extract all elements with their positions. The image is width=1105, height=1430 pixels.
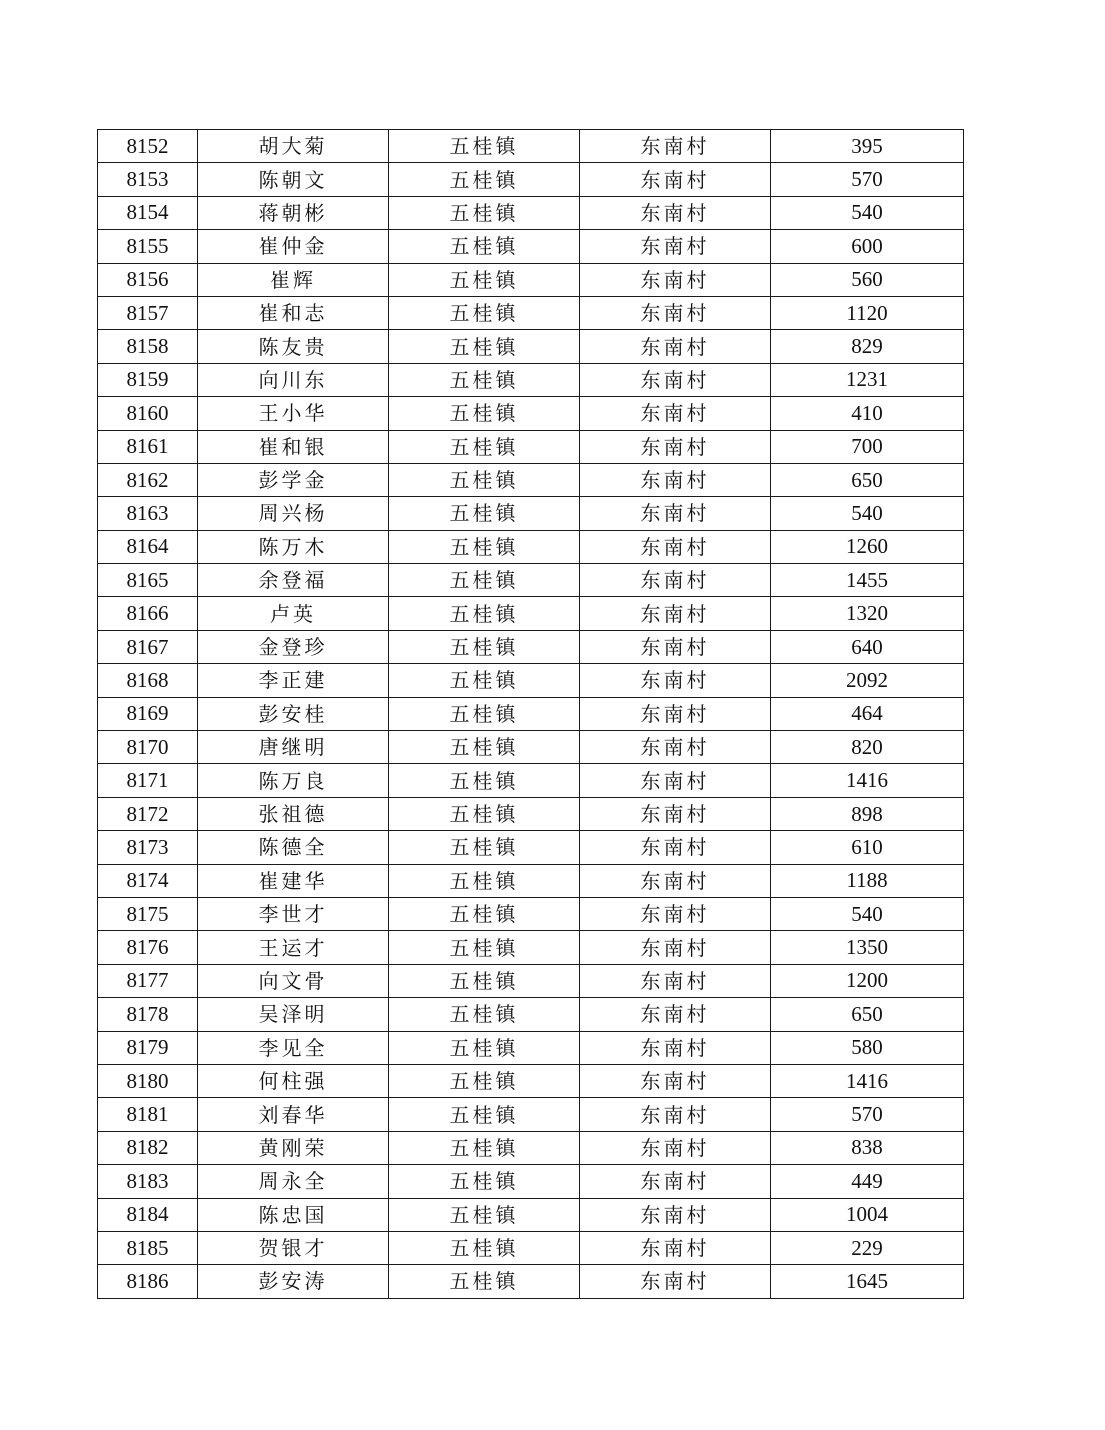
cell-id: 8175: [98, 897, 198, 930]
cell-village: 东南村: [580, 163, 771, 196]
cell-town: 五桂镇: [389, 731, 580, 764]
cell-name: 彭安涛: [198, 1265, 389, 1298]
table-row: [98, 130, 964, 163]
cell-town: 五桂镇: [389, 1165, 580, 1198]
cell-town: 五桂镇: [389, 296, 580, 329]
cell-town: 五桂镇: [389, 1098, 580, 1131]
cell-amount: 640: [771, 630, 964, 663]
cell-id: 8169: [98, 697, 198, 730]
cell-amount: 580: [771, 1031, 964, 1064]
cell-town: 五桂镇: [389, 764, 580, 797]
cell-village: 东南村: [580, 130, 771, 163]
cell-village: 东南村: [580, 263, 771, 296]
cell-amount: 570: [771, 1098, 964, 1131]
cell-amount: 1231: [771, 363, 964, 396]
cell-amount: 1350: [771, 931, 964, 964]
cell-id: 8180: [98, 1064, 198, 1097]
cell-name: 卢英: [198, 597, 389, 630]
cell-amount: 650: [771, 463, 964, 496]
table-row: [98, 397, 964, 430]
cell-name: 向川东: [198, 363, 389, 396]
cell-id: 8165: [98, 564, 198, 597]
cell-town: 五桂镇: [389, 397, 580, 430]
cell-name: 陈万木: [198, 530, 389, 563]
cell-name: 崔和银: [198, 430, 389, 463]
cell-name: 崔建华: [198, 864, 389, 897]
cell-amount: 650: [771, 998, 964, 1031]
cell-id: 8161: [98, 430, 198, 463]
cell-amount: 820: [771, 731, 964, 764]
cell-name: 余登福: [198, 564, 389, 597]
cell-name: 周永全: [198, 1165, 389, 1198]
table-row: [98, 564, 964, 597]
cell-town: 五桂镇: [389, 630, 580, 663]
cell-name: 陈德全: [198, 831, 389, 864]
cell-name: 胡大菊: [198, 130, 389, 163]
cell-town: 五桂镇: [389, 1131, 580, 1164]
cell-name: 彭安桂: [198, 697, 389, 730]
cell-id: 8155: [98, 230, 198, 263]
cell-id: 8159: [98, 363, 198, 396]
table-row: [98, 964, 964, 997]
cell-village: 东南村: [580, 1064, 771, 1097]
cell-amount: 1645: [771, 1265, 964, 1298]
cell-town: 五桂镇: [389, 697, 580, 730]
cell-town: 五桂镇: [389, 1198, 580, 1231]
cell-name: 蒋朝彬: [198, 196, 389, 229]
cell-id: 8172: [98, 797, 198, 830]
cell-village: 东南村: [580, 1031, 771, 1064]
cell-amount: 229: [771, 1231, 964, 1264]
cell-town: 五桂镇: [389, 230, 580, 263]
cell-name: 王小华: [198, 397, 389, 430]
cell-amount: 1455: [771, 564, 964, 597]
table-row: [98, 664, 964, 697]
cell-id: 8185: [98, 1231, 198, 1264]
cell-village: 东南村: [580, 897, 771, 930]
cell-id: 8173: [98, 831, 198, 864]
cell-village: 东南村: [580, 831, 771, 864]
cell-village: 东南村: [580, 864, 771, 897]
cell-id: 8178: [98, 998, 198, 1031]
cell-id: 8174: [98, 864, 198, 897]
cell-town: 五桂镇: [389, 1031, 580, 1064]
cell-town: 五桂镇: [389, 664, 580, 697]
cell-amount: 1260: [771, 530, 964, 563]
cell-village: 东南村: [580, 630, 771, 663]
table-row: [98, 1098, 964, 1131]
cell-town: 五桂镇: [389, 1231, 580, 1264]
cell-id: 8156: [98, 263, 198, 296]
cell-town: 五桂镇: [389, 330, 580, 363]
cell-town: 五桂镇: [389, 263, 580, 296]
cell-amount: 838: [771, 1131, 964, 1164]
table-row: [98, 931, 964, 964]
cell-amount: 829: [771, 330, 964, 363]
cell-id: 8181: [98, 1098, 198, 1131]
cell-name: 陈忠国: [198, 1198, 389, 1231]
cell-id: 8162: [98, 463, 198, 496]
table-row: [98, 163, 964, 196]
cell-id: 8163: [98, 497, 198, 530]
cell-amount: 600: [771, 230, 964, 263]
table-row: [98, 363, 964, 396]
cell-id: 8183: [98, 1165, 198, 1198]
cell-amount: 464: [771, 697, 964, 730]
table-row: [98, 1064, 964, 1097]
cell-amount: 1120: [771, 296, 964, 329]
cell-amount: 449: [771, 1165, 964, 1198]
cell-town: 五桂镇: [389, 998, 580, 1031]
table-row: [98, 1265, 964, 1298]
cell-id: 8167: [98, 630, 198, 663]
cell-id: 8157: [98, 296, 198, 329]
cell-id: 8170: [98, 731, 198, 764]
cell-village: 东南村: [580, 564, 771, 597]
cell-id: 8153: [98, 163, 198, 196]
table-body: [98, 130, 964, 1299]
cell-village: 东南村: [580, 530, 771, 563]
cell-id: 8176: [98, 931, 198, 964]
cell-amount: 1188: [771, 864, 964, 897]
cell-village: 东南村: [580, 1198, 771, 1231]
cell-name: 陈朝文: [198, 163, 389, 196]
cell-amount: 540: [771, 497, 964, 530]
cell-village: 东南村: [580, 998, 771, 1031]
cell-id: 8166: [98, 597, 198, 630]
table-row: [98, 330, 964, 363]
cell-amount: 1200: [771, 964, 964, 997]
cell-town: 五桂镇: [389, 797, 580, 830]
table-row: [98, 764, 964, 797]
cell-name: 崔和志: [198, 296, 389, 329]
cell-town: 五桂镇: [389, 530, 580, 563]
cell-amount: 700: [771, 430, 964, 463]
cell-amount: 1320: [771, 597, 964, 630]
cell-village: 东南村: [580, 664, 771, 697]
cell-name: 刘春华: [198, 1098, 389, 1131]
cell-village: 东南村: [580, 196, 771, 229]
cell-amount: 570: [771, 163, 964, 196]
table-row: [98, 864, 964, 897]
cell-town: 五桂镇: [389, 430, 580, 463]
cell-village: 东南村: [580, 430, 771, 463]
cell-village: 东南村: [580, 764, 771, 797]
cell-id: 8179: [98, 1031, 198, 1064]
cell-name: 唐继明: [198, 731, 389, 764]
table-row: [98, 230, 964, 263]
cell-name: 李世才: [198, 897, 389, 930]
table-row: [98, 263, 964, 296]
table-row: [98, 296, 964, 329]
table-row: [98, 831, 964, 864]
cell-id: 8154: [98, 196, 198, 229]
table-row: [98, 497, 964, 530]
cell-id: 8182: [98, 1131, 198, 1164]
cell-name: 王运才: [198, 931, 389, 964]
cell-id: 8152: [98, 130, 198, 163]
cell-amount: 560: [771, 263, 964, 296]
cell-town: 五桂镇: [389, 831, 580, 864]
cell-id: 8177: [98, 964, 198, 997]
cell-village: 东南村: [580, 1265, 771, 1298]
cell-name: 向文骨: [198, 964, 389, 997]
cell-id: 8171: [98, 764, 198, 797]
table-row: [98, 597, 964, 630]
table-row: [98, 630, 964, 663]
cell-amount: 2092: [771, 664, 964, 697]
cell-town: 五桂镇: [389, 130, 580, 163]
table-row: [98, 897, 964, 930]
cell-village: 东南村: [580, 931, 771, 964]
cell-town: 五桂镇: [389, 864, 580, 897]
cell-town: 五桂镇: [389, 1064, 580, 1097]
cell-name: 黄刚荣: [198, 1131, 389, 1164]
cell-town: 五桂镇: [389, 964, 580, 997]
cell-amount: 1416: [771, 764, 964, 797]
cell-name: 彭学金: [198, 463, 389, 496]
cell-id: 8168: [98, 664, 198, 697]
cell-name: 张祖德: [198, 797, 389, 830]
cell-village: 东南村: [580, 597, 771, 630]
cell-amount: 410: [771, 397, 964, 430]
cell-name: 贺银才: [198, 1231, 389, 1264]
cell-id: 8184: [98, 1198, 198, 1231]
cell-village: 东南村: [580, 731, 771, 764]
table-row: [98, 697, 964, 730]
cell-town: 五桂镇: [389, 931, 580, 964]
cell-name: 崔辉: [198, 263, 389, 296]
cell-village: 东南村: [580, 296, 771, 329]
cell-amount: 540: [771, 897, 964, 930]
table-row: [98, 463, 964, 496]
table-row: [98, 1231, 964, 1264]
cell-name: 吴泽明: [198, 998, 389, 1031]
cell-amount: 1004: [771, 1198, 964, 1231]
cell-name: 金登珍: [198, 630, 389, 663]
table-row: [98, 797, 964, 830]
cell-village: 东南村: [580, 1165, 771, 1198]
cell-town: 五桂镇: [389, 163, 580, 196]
cell-village: 东南村: [580, 964, 771, 997]
cell-id: 8164: [98, 530, 198, 563]
cell-town: 五桂镇: [389, 497, 580, 530]
cell-name: 陈万良: [198, 764, 389, 797]
cell-name: 崔仲金: [198, 230, 389, 263]
cell-town: 五桂镇: [389, 1265, 580, 1298]
cell-village: 东南村: [580, 1098, 771, 1131]
table-row: [98, 1131, 964, 1164]
table-row: [98, 1198, 964, 1231]
cell-name: 何柱强: [198, 1064, 389, 1097]
table-row: [98, 1031, 964, 1064]
cell-town: 五桂镇: [389, 196, 580, 229]
table-row: [98, 530, 964, 563]
table-row: [98, 998, 964, 1031]
cell-village: 东南村: [580, 363, 771, 396]
cell-amount: 540: [771, 196, 964, 229]
table-row: [98, 430, 964, 463]
cell-id: 8186: [98, 1265, 198, 1298]
cell-village: 东南村: [580, 497, 771, 530]
cell-amount: 610: [771, 831, 964, 864]
table-row: [98, 1165, 964, 1198]
cell-town: 五桂镇: [389, 897, 580, 930]
data-table: [97, 129, 964, 1299]
cell-village: 东南村: [580, 330, 771, 363]
cell-village: 东南村: [580, 230, 771, 263]
cell-village: 东南村: [580, 1231, 771, 1264]
cell-amount: 898: [771, 797, 964, 830]
cell-name: 陈友贵: [198, 330, 389, 363]
cell-name: 周兴杨: [198, 497, 389, 530]
cell-town: 五桂镇: [389, 597, 580, 630]
cell-village: 东南村: [580, 697, 771, 730]
cell-village: 东南村: [580, 397, 771, 430]
cell-village: 东南村: [580, 463, 771, 496]
table-row: [98, 731, 964, 764]
cell-id: 8160: [98, 397, 198, 430]
cell-town: 五桂镇: [389, 564, 580, 597]
cell-town: 五桂镇: [389, 463, 580, 496]
cell-id: 8158: [98, 330, 198, 363]
cell-town: 五桂镇: [389, 363, 580, 396]
cell-name: 李正建: [198, 664, 389, 697]
cell-village: 东南村: [580, 797, 771, 830]
cell-amount: 395: [771, 130, 964, 163]
cell-village: 东南村: [580, 1131, 771, 1164]
cell-name: 李见全: [198, 1031, 389, 1064]
cell-amount: 1416: [771, 1064, 964, 1097]
table-row: [98, 196, 964, 229]
